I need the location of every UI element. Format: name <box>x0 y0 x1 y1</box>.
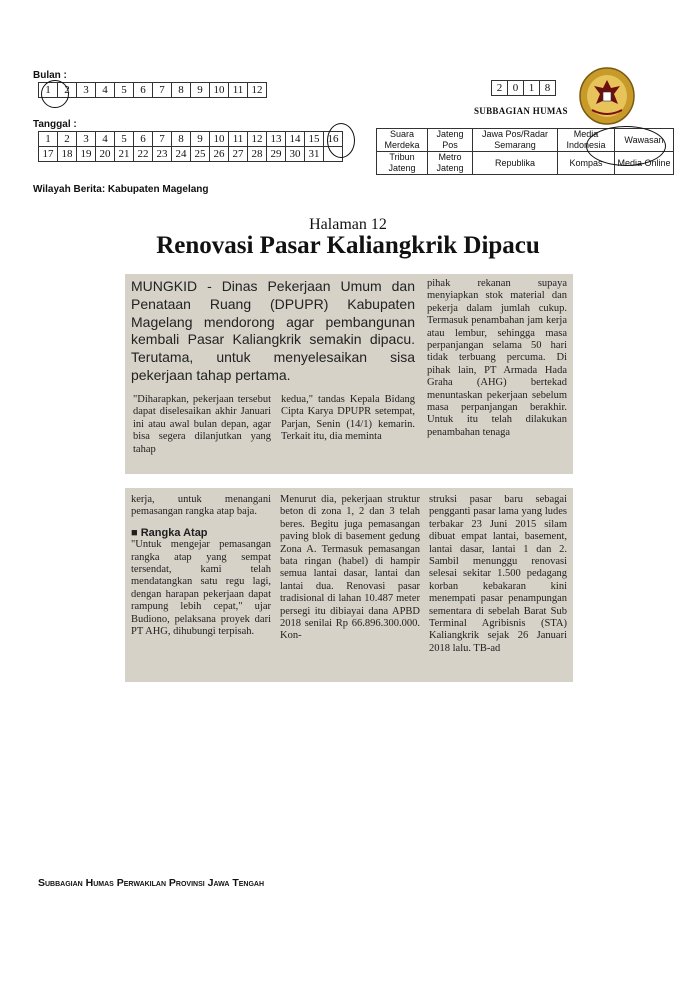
bottom-column-1 <box>131 494 271 638</box>
lead-paragraph: MUNGKID - Dinas Pekerjaan Umum dan Penataan Ruang (DPUPR) Kabupaten Magelang mendorong agar pembangunan kembali Pasar Kaliangkrik semakin dipacu. Terutama, untuk menyelesaikan sisa pekerjaan tahap pertama. <box>131 278 415 383</box>
date-cell: 10 <box>210 132 229 147</box>
year-digit-cell: 2 <box>492 81 508 96</box>
selected-media-circle <box>586 126 666 166</box>
top-column-2: kedua," tandas Kepala Bidang Cipta Karya DPUPR setempat, Parjan, Senin (14/1) kemarin. Terkait itu, dia meminta <box>281 394 415 443</box>
month-cell: 12 <box>248 83 267 98</box>
bottom-column-1a: kerja, untuk menangani pemasangan rangka atap baja. <box>131 494 271 518</box>
date-cell: 26 <box>210 147 229 162</box>
date-cell: 29 <box>267 147 286 162</box>
top-column-3: pihak rekanan supaya menyiapkan stok material dan pekerja dalam jumlah cukup. Termasuk penambahan jam kerja atau lembur, sehingga masa perpanjangan selama 50 hari tidak terbuang percuma. Di pihak lain, PT Armada Hada Graha (AHG) bertekad menuntaskan pekerjaan sebelum masa perpanjangan berakhir. Untuk itu telah dilakukan penambahan tenaga <box>427 278 567 438</box>
year-digit-cell: 0 <box>508 81 524 96</box>
date-cell: 19 <box>77 147 96 162</box>
date-cell: 9 <box>191 132 210 147</box>
selected-date-circle <box>327 123 355 158</box>
date-cell: 2 <box>58 132 77 147</box>
subheading-rangka-atap: ■ Rangka Atap <box>131 526 208 539</box>
month-cell: 11 <box>229 83 248 98</box>
media-outlet-cell: Republika <box>473 152 558 175</box>
date-cell: 18 <box>58 147 77 162</box>
date-cell: 6 <box>134 132 153 147</box>
media-outlet-cell: Jateng Pos <box>428 129 473 152</box>
date-cell: 11 <box>229 132 248 147</box>
year-grid <box>491 80 556 96</box>
media-outlet-cell: Metro Jateng <box>428 152 473 175</box>
top-column-1: "Diharapkan, pekerjaan tersebut dapat diselesaikan akhir Januari ini atau awal bulan depan, agar bisa segera dilanjutkan yang tahap <box>133 394 271 455</box>
date-cell: 13 <box>267 132 286 147</box>
date-cell: 3 <box>77 132 96 147</box>
month-cell: 8 <box>172 83 191 98</box>
media-outlet-cell: Kompas <box>558 152 615 175</box>
date-cell: 31 <box>305 147 324 162</box>
date-cell: 1 <box>39 132 58 147</box>
bottom-column-1b: "Untuk mengejar pemasangan rangka atap yang sempat tersendat, kami telah mendatangkan satu regu lagi, dengan harapan pekerjaan dapat rampung lebih cepat," ujar Budiono, pelaksana proyek dari PT AHG, dihubungi terpisah. <box>131 539 271 638</box>
month-cell: 4 <box>96 83 115 98</box>
date-cell: 28 <box>248 147 267 162</box>
date-grid <box>38 131 343 162</box>
month-cell: 5 <box>115 83 134 98</box>
date-cell: 20 <box>96 147 115 162</box>
month-cell: 3 <box>77 83 96 98</box>
date-cell: 24 <box>172 147 191 162</box>
date-cell: 21 <box>115 147 134 162</box>
date-cell: 30 <box>286 147 305 162</box>
subbagian-humas-label: SUBBAGIAN HUMAS <box>474 106 568 116</box>
date-cell: 27 <box>229 147 248 162</box>
media-outlet-cell: Media Indonesia <box>558 129 615 152</box>
year-digit-cell: 1 <box>524 81 540 96</box>
month-cell: 6 <box>134 83 153 98</box>
month-grid <box>38 82 267 98</box>
headline: Renovasi Pasar Kaliangkrik Dipacu <box>156 232 540 259</box>
page-number: Halaman 12 <box>309 216 387 233</box>
media-outlet-cell: Wawasan <box>615 129 674 152</box>
date-cell: 16 <box>324 132 343 147</box>
date-cell: 15 <box>305 132 324 147</box>
date-cell: 8 <box>172 132 191 147</box>
clipping-top <box>125 274 573 474</box>
garuda-emblem-icon <box>578 66 636 126</box>
media-outlet-cell: Media Online <box>615 152 674 175</box>
date-cell: 5 <box>115 132 134 147</box>
date-cell: 12 <box>248 132 267 147</box>
selected-month-circle <box>41 80 69 108</box>
tanggal-label: Tanggal : <box>33 119 77 130</box>
date-cell: 4 <box>96 132 115 147</box>
media-outlet-cell: Tribun Jateng <box>377 152 428 175</box>
month-cell: 7 <box>153 83 172 98</box>
month-cell: 10 <box>210 83 229 98</box>
bulan-label: Bulan : <box>33 70 67 81</box>
date-cell: 22 <box>134 147 153 162</box>
date-cell: 17 <box>39 147 58 162</box>
year-digit-cell: 8 <box>540 81 556 96</box>
month-cell: 2 <box>58 83 77 98</box>
date-cell: 7 <box>153 132 172 147</box>
bottom-column-3: struksi pasar baru sebagai pengganti pasar lama yang ludes terbakar 23 Juni 2015 silam dibuat empat lantai, basement, lantai dasar, lantai 1 dan 2. Sambil menunggu renovasi selesai sekitar 1.500 pedagang korban kebakaran kini menempati pasar penampungan sementara di sebelah Barat Sub Terminal Agribisnis (STA) Kaliangkrik sejak 26 Januari 2018 lalu. TB-ad <box>429 494 567 654</box>
date-cell: 25 <box>191 147 210 162</box>
footer-text: Subbagian Humas Perwakilan Provinsi Jawa Tengah <box>38 877 265 889</box>
date-cell: 14 <box>286 132 305 147</box>
date-cell: 23 <box>153 147 172 162</box>
media-outlet-cell: Suara Merdeka <box>377 129 428 152</box>
subheading-text: Rangka Atap <box>140 526 208 539</box>
media-outlet-cell: Jawa Pos/Radar Semarang <box>473 129 558 152</box>
clipping-bottom <box>125 488 573 682</box>
month-cell: 9 <box>191 83 210 98</box>
month-cell: 1 <box>39 83 58 98</box>
bottom-column-2: Menurut dia, pekerjaan struktur beton di zona 1, 2 dan 3 telah beres. Begitu juga pemasangan paving blok di basement gedung Zona A. Termasuk pemasangan bata ringan (habel) di hampir semua lantai dasar, lantai dan lantai dua. Renovasi pasar tradisional di lahan 10.487 meter persegi itu dibiayai dana APBD 2018 senilai Rp 66.896.300.000. Kon- <box>280 494 420 642</box>
wilayah-berita: Wilayah Berita: Kabupaten Magelang <box>33 184 209 195</box>
